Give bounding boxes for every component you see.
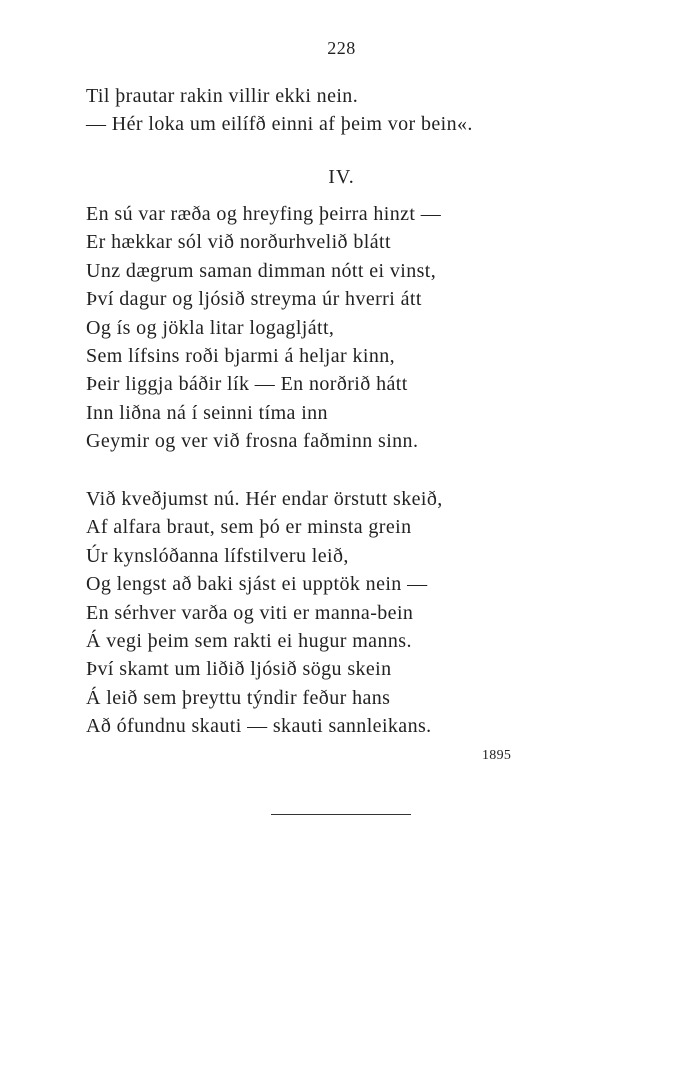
verse-line: En sérhver varða og viti er manna-bein bbox=[86, 601, 414, 624]
verse-line: Er hækkar sól við norðurhvelið blátt bbox=[86, 231, 391, 254]
verse-line: Og ís og jökla litar logagljátt, bbox=[86, 316, 335, 339]
stanza-1 bbox=[86, 82, 646, 139]
verse-line: Við kveðjumst nú. Hér endar örstutt skeið, bbox=[86, 488, 443, 510]
stanza-3 bbox=[86, 485, 646, 741]
verse-line: Því skamt um liðið ljósið sögu skein bbox=[86, 658, 392, 681]
verse-line: Því dagur og ljósið streyma úr hverri átt bbox=[86, 288, 422, 311]
page-number: 228 bbox=[327, 38, 356, 58]
verse-line: Úr kynslóðanna lífstilveru leið, bbox=[86, 544, 349, 567]
verse-line: Á leið sem þreyttu týndir feður hans bbox=[86, 686, 391, 709]
section-heading: IV. bbox=[328, 166, 355, 188]
verse-line: Og lengst að baki sjást ei upptök nein — bbox=[86, 573, 428, 596]
stanza-2 bbox=[86, 200, 646, 456]
verse-line: Sem lífsins roði bjarmi á heljar kinn, bbox=[86, 344, 396, 367]
verse-line: Á vegi þeim sem rakti ei hugur manns. bbox=[86, 629, 412, 652]
verse-line: Af alfara braut, sem þó er minsta grein bbox=[86, 516, 412, 539]
verse-line: En sú var ræða og hreyfing þeirra hinzt — bbox=[86, 203, 442, 225]
verse-line: Að ófundnu skauti — skauti sannleikans. bbox=[86, 715, 432, 738]
verse-line: Þeir liggja báðir lík — En norðrið hátt bbox=[86, 373, 408, 396]
verse-line: — Hér loka um eilífð einni af þeim vor bein«. bbox=[86, 113, 473, 136]
poem-date: 1895 bbox=[482, 748, 512, 763]
verse-line: Inn liðna ná í seinni tíma inn bbox=[86, 401, 328, 424]
end-rule bbox=[271, 814, 411, 815]
verse-line: Geymir og ver við frosna faðminn sinn. bbox=[86, 430, 419, 453]
verse-line: Til þrautar rakin villir ekki nein. bbox=[86, 85, 359, 107]
verse-line: Unz dægrum saman dimman nótt ei vinst, bbox=[86, 259, 437, 282]
